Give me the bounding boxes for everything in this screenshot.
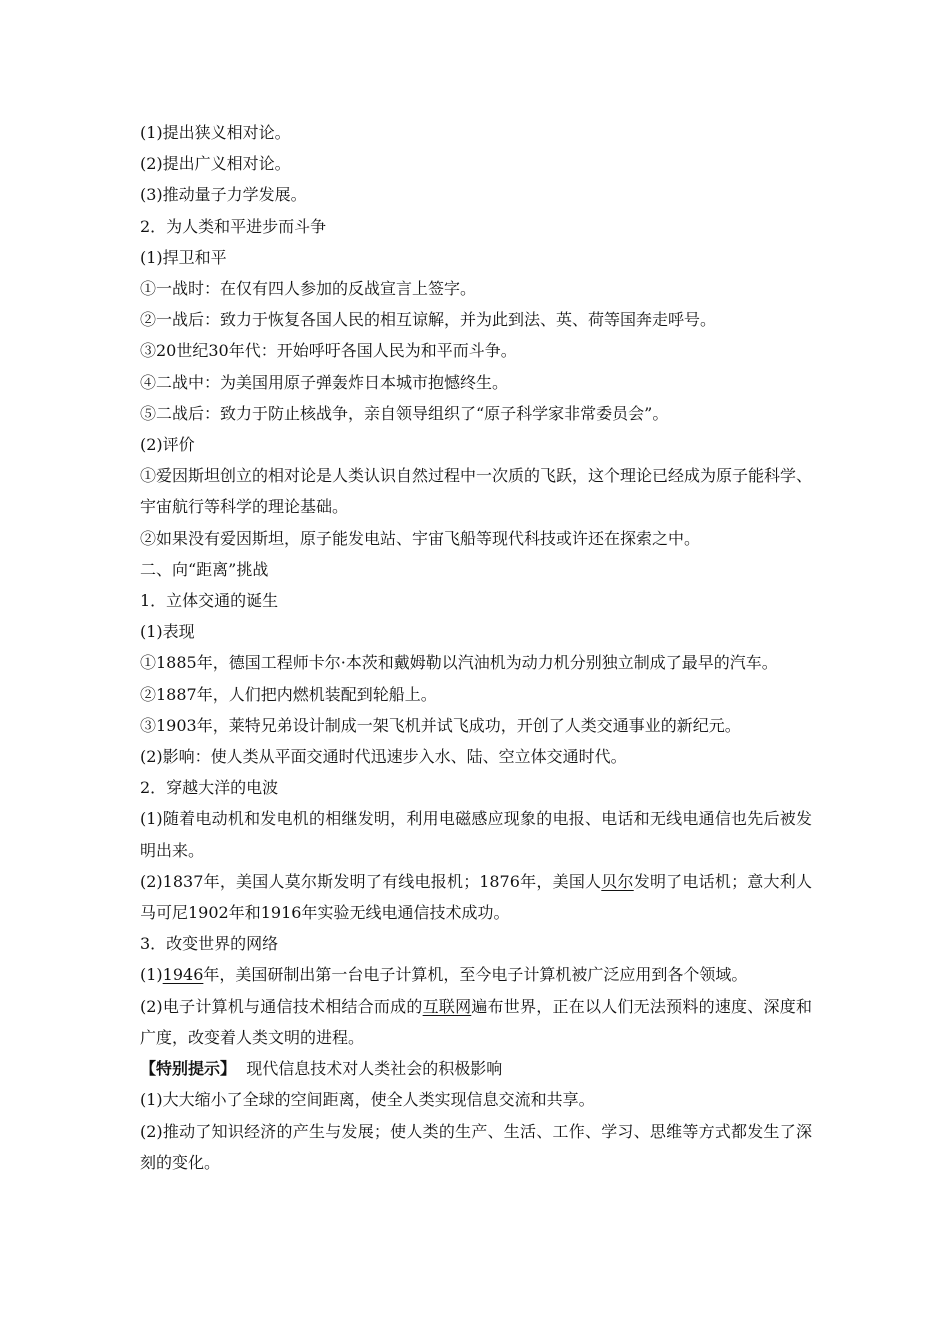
tip-title: 现代信息技术对人类社会的积极影响 bbox=[246, 1059, 503, 1079]
defend-item-1: ①一战时：在仅有四人参加的反战宣言上签字。 bbox=[140, 279, 477, 299]
tip-heading bbox=[140, 1053, 812, 1084]
science-item-1: (1)提出狭义相对论。 bbox=[140, 123, 291, 142]
defend-item-5: ⑤二战后：致力于防止核战争，亲自领导组织了“原子科学家非常委员会”。 bbox=[140, 403, 669, 423]
section-heading-distance: 二、向“距离”挑战 bbox=[140, 559, 269, 579]
network-item-2-underlined: 互联网 bbox=[422, 996, 472, 1016]
waves-item-2-text-a: (2)1837年，美国人莫尔斯发明了有线电报机；1876年，美国人 bbox=[140, 871, 602, 891]
network-item-2 bbox=[140, 991, 812, 1053]
evaluation-item-1: ①爱因斯坦创立的相对论是人类认识自然过程中一次质的飞跃，这个理论已经成为原子能科学、宇宙航行等科学的理论基础。 bbox=[140, 466, 813, 517]
network-item-1-text-a: (1) bbox=[140, 965, 163, 985]
tip-item-1: (1)大大缩小了全球的空间距离，使全人类实现信息交流和共享。 bbox=[140, 1090, 595, 1110]
science-item-3: (3)推动量子力学发展。 bbox=[140, 185, 307, 205]
defend-heading: (1)捍卫和平 bbox=[140, 247, 227, 267]
waves-item-2 bbox=[140, 866, 812, 928]
network-item-2-text-b: 遍布世界，正在以人们无法预料的速度、深度和广度，改变着人类文明的进程。 bbox=[140, 996, 812, 1047]
defend-item-2: ②一战后：致力于恢复各国人民的相互谅解，并为此到法、英、荷等国奔走呼号。 bbox=[140, 310, 717, 330]
evaluation-item-2: ②如果没有爱因斯坦，原子能发电站、宇宙飞船等现代科技或许还在探索之中。 bbox=[140, 528, 701, 548]
transport-item-3: ③1903年，莱特兄弟设计制成一架飞机并试飞成功，开创了人类交通事业的新纪元。 bbox=[140, 715, 741, 735]
waves-item-2-underlined: 贝尔 bbox=[601, 871, 634, 891]
network-item-1 bbox=[140, 959, 812, 990]
document-page bbox=[140, 117, 812, 1178]
waves-item-2-text-b: 发明了电话机；意大利人马可尼1902年和1916年实验无线电通信技术成功。 bbox=[140, 871, 812, 923]
waves-heading: 2．穿越大洋的电波 bbox=[140, 778, 279, 798]
transport-influence: (2)影响：使人类从平面交通时代迅速步入水、陆、空立体交通时代。 bbox=[140, 747, 627, 767]
network-item-2-text-a: (2)电子计算机与通信技术相结合而成的 bbox=[140, 996, 423, 1016]
evaluation-heading: (2)评价 bbox=[140, 435, 195, 455]
waves-item-1: (1)随着电动机和发电机的相继发明，利用电磁感应现象的电报、电话和无线电通信也先后被发明出来。 bbox=[140, 809, 812, 860]
tip-item-2: (2)推动了知识经济的产生与发展；使人类的生产、生活、工作、学习、思维等方式都发生了深刻的变化。 bbox=[140, 1121, 812, 1172]
tip-label: 【特别提示】 bbox=[140, 1059, 237, 1079]
network-heading: 3．改变世界的网络 bbox=[140, 934, 279, 954]
network-item-1-underlined: 1946 bbox=[162, 965, 204, 985]
science-item-2: (2)提出广义相对论。 bbox=[140, 154, 291, 174]
transport-heading: 1．立体交通的诞生 bbox=[140, 591, 279, 611]
transport-item-1: ①1885年，德国工程师卡尔·本茨和戴姆勒以汽油机为动力机分别独立制成了最早的汽车。 bbox=[140, 653, 778, 673]
defend-item-4: ④二战中：为美国用原子弹轰炸日本城市抱憾终生。 bbox=[140, 372, 509, 392]
network-item-1-text-b: 年，美国研制出第一台电子计算机，至今电子计算机被广泛应用到各个领域。 bbox=[203, 965, 748, 985]
peace-heading: 2．为人类和平进步而斗争 bbox=[140, 216, 327, 236]
transport-item-2: ②1887年，人们把内燃机装配到轮船上。 bbox=[140, 684, 437, 704]
defend-item-3: ③20世纪30年代：开始呼吁各国人民为和平而斗争。 bbox=[140, 341, 517, 361]
transport-performance-heading: (1)表现 bbox=[140, 622, 195, 642]
